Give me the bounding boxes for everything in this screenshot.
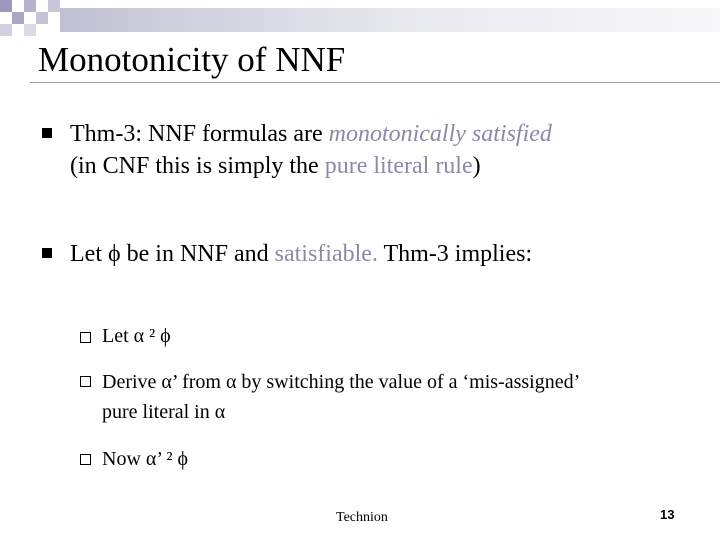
page-number: 13: [660, 507, 675, 522]
subbullet-2-line-1: Derive α’ from α by switching the value of a ‘mis-assigned’: [102, 371, 581, 393]
footer-organization: Technion: [336, 510, 388, 525]
bullet-1-text-2: (in CNF this is simply the: [70, 153, 325, 179]
subbullet-2-line-2: pure literal in α: [102, 401, 226, 423]
corner-decoration: [0, 0, 720, 40]
bullet-2-text: Let: [70, 241, 108, 267]
slide-footer: [0, 507, 720, 531]
bullet-2-text-2: be in NNF and: [120, 241, 275, 267]
bullet-square-icon: [42, 128, 52, 138]
bullet-1-line-1: [70, 118, 552, 150]
hollow-square-bullet-icon: [80, 332, 91, 343]
bullet-square-icon: [42, 248, 52, 258]
bullet-1-highlight-2: pure literal rule: [324, 153, 473, 179]
slide-title: Monotonicity of NNF: [38, 40, 346, 79]
bullet-1-line-2: [70, 150, 481, 182]
subbullet-1: Let α ² ϕ: [102, 325, 171, 347]
subbullet-3: Now α’ ² ϕ: [102, 448, 189, 470]
hollow-square-bullet-icon: [80, 454, 91, 465]
bullet-1-highlight: monotonically satisfied: [328, 121, 552, 147]
bullet-1-text: Thm-3: NNF formulas are: [70, 121, 329, 147]
hollow-square-bullet-icon: [80, 376, 91, 387]
bullet-2-text-3: Thm-3 implies:: [383, 241, 533, 267]
bullet-2-line-1: [70, 238, 532, 270]
title-divider: [30, 82, 720, 83]
bullet-2-highlight: satisfiable.: [274, 241, 384, 267]
bullet-1-text-3: ): [472, 153, 481, 179]
phi-symbol: ϕ: [107, 241, 121, 267]
